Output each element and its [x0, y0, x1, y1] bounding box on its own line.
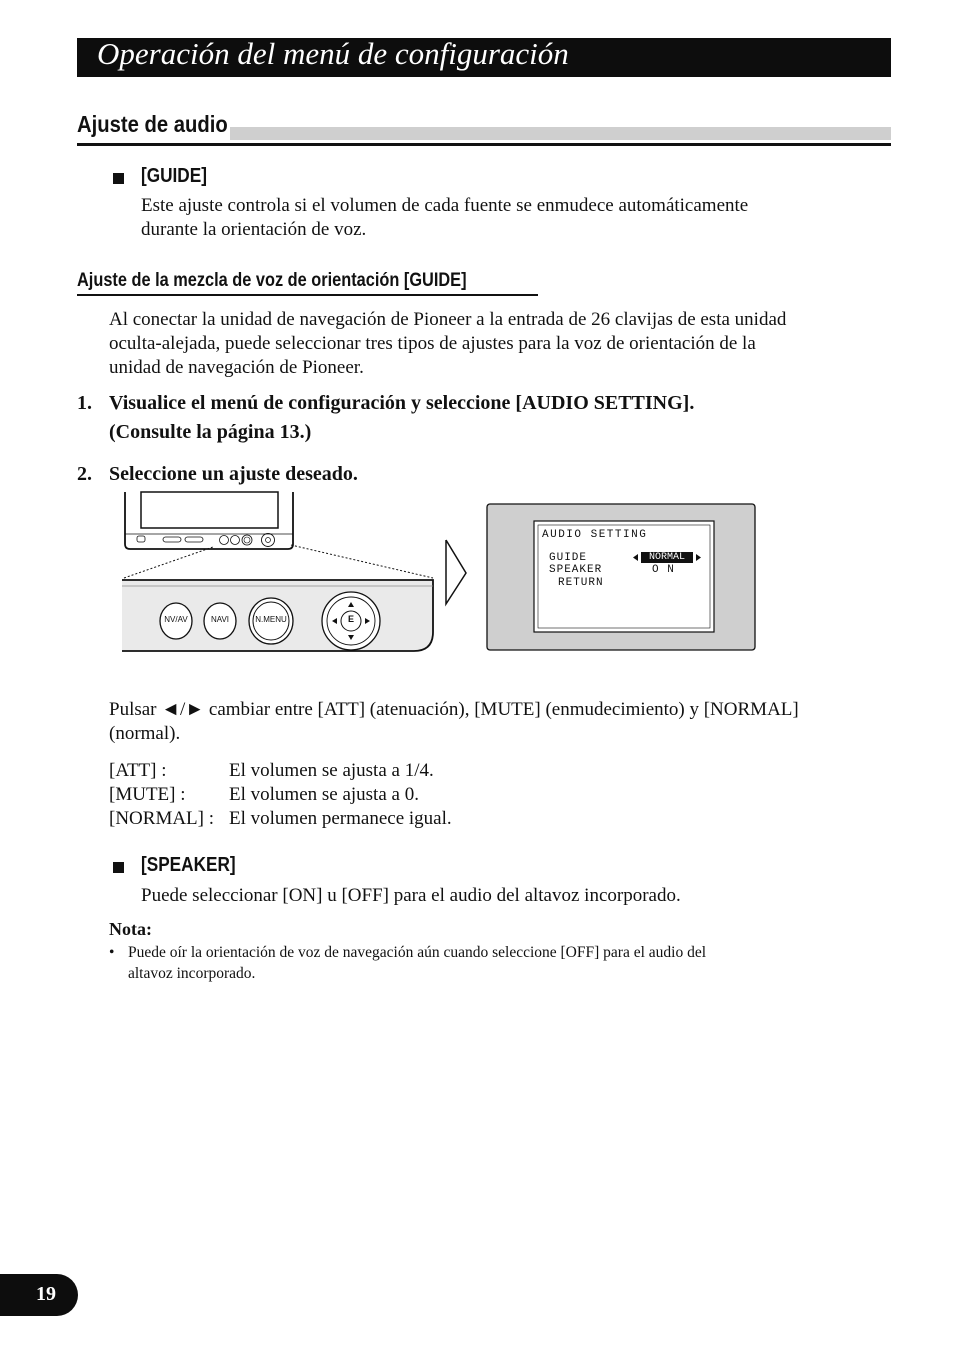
option-mute-key: [MUTE] :: [109, 784, 186, 805]
screen-guide-label: GUIDE: [549, 552, 588, 564]
nmenu-button: N.MENU: [255, 615, 287, 624]
option-att-desc: El volumen se ajusta a 1/4.: [229, 760, 434, 781]
pulsar-text-line2: (normal).: [109, 723, 181, 744]
screen-guide-value: NORMAL: [648, 552, 685, 563]
note-bullet: •: [109, 944, 115, 961]
screen-title: AUDIO SETTING: [542, 529, 648, 541]
navi-button: NAVI: [210, 615, 230, 624]
square-bullet-icon: [113, 862, 124, 873]
step2-number: 2.: [77, 463, 92, 485]
step1-line1: Visualice el menú de configuración y seleccione [AUDIO SETTING].: [109, 392, 695, 414]
nvav-button: NV/AV: [164, 615, 188, 624]
step1-number: 1.: [77, 392, 92, 414]
enter-button: E: [347, 614, 354, 624]
step1-line2: (Consulte la página 13.): [109, 421, 312, 443]
option-mute-desc: El volumen se ajusta a 0.: [229, 784, 419, 805]
step2-line1: Seleccione un ajuste deseado.: [109, 463, 358, 485]
subsection-text-line1: Al conectar la unidad de navegación de Pioneer a la entrada de 26 clavijas de esta unidad: [109, 309, 787, 330]
note-text-line1: Puede oír la orientación de voz de navegación aún cuando seleccione [OFF] para el audio del: [128, 944, 707, 961]
guide-heading: [GUIDE]: [141, 165, 207, 187]
speaker-text: Puede seleccionar [ON] u [OFF] para el audio del altavoz incorporado.: [141, 885, 681, 906]
option-normal-key: [NORMAL] :: [109, 808, 215, 829]
pulsar-text-line1: Pulsar ◄/► cambiar entre [ATT] (atenuación), [MUTE] (enmudecimiento) y [NORMAL]: [109, 699, 799, 720]
page-title: Operación del menú de configuración: [97, 36, 569, 71]
option-normal-desc: El volumen permanece igual.: [229, 808, 452, 829]
page-number-tab: [0, 1274, 78, 1316]
guide-text-line2: durante la orientación de voz.: [141, 219, 367, 240]
note-label: Nota:: [109, 919, 152, 939]
subsection-title: Ajuste de la mezcla de voz de orientación [GUIDE]: [77, 270, 467, 291]
guide-text-line1: Este ajuste controla si el volumen de cada fuente se enmudece automáticamente: [141, 195, 749, 216]
screen-speaker-label: SPEAKER: [549, 564, 603, 576]
screen-speaker-value: O N: [652, 564, 675, 576]
note-text-line2: altavoz incorporado.: [128, 965, 256, 982]
option-att-key: [ATT] :: [109, 760, 167, 781]
page-number: 19: [36, 1283, 56, 1305]
section-title: Ajuste de audio: [77, 111, 228, 137]
subsection-text-line2: oculta-alejada, puede seleccionar tres tipos de ajustes para la voz de orientación de la: [109, 333, 756, 354]
screen-return-label: RETURN: [558, 577, 604, 589]
speaker-heading: [SPEAKER]: [141, 854, 236, 876]
subsection-text-line3: unidad de navegación de Pioneer.: [109, 357, 364, 378]
